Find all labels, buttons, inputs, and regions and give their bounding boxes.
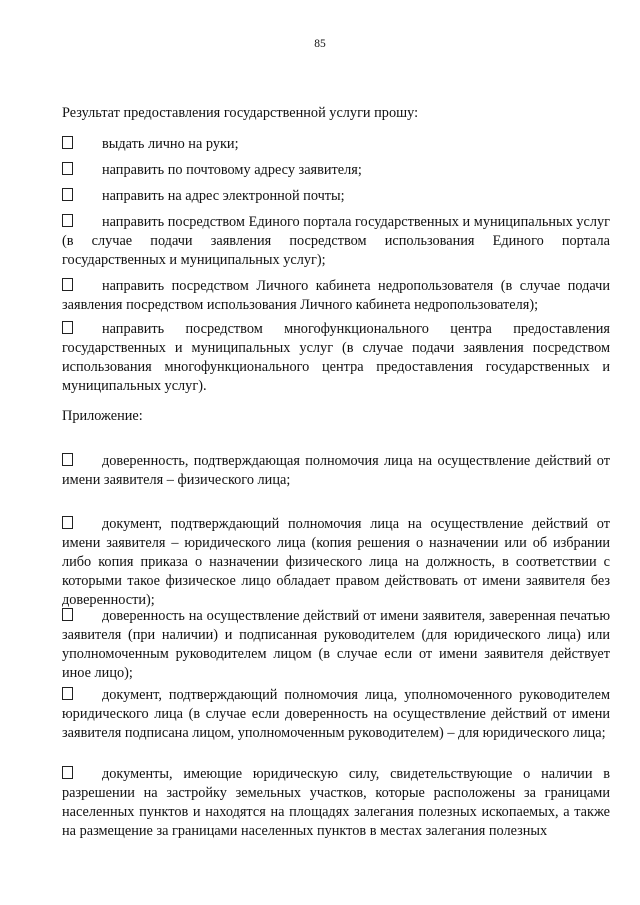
attachment-label: доверенность на осуществление действий от имени заявителя, заверенная печатью заявителя (при наличии) и подписанная руководителем (для юридического лица) или уполномоченным руководителем лицом (в случае если от имени заявителя действует иное лицо); <box>62 608 610 681</box>
checkbox[interactable] <box>62 136 73 149</box>
option-by-mail <box>62 161 610 180</box>
option-personal-cabinet <box>62 277 610 315</box>
result-intro: Результат предоставления государственной услуги прошу: <box>62 105 419 121</box>
option-label: направить по почтовому адресу заявителя; <box>102 162 362 178</box>
attachment-power-of-attorney-sealed <box>62 607 610 683</box>
attachment-label: документы, имеющие юридическую силу, свидетельствующие о наличии в разрешении на застройку земельных участков, которые расположены за границами населенных пунктов и находятся на площадях залегания полезных ископаемых, а также на размещение за границами населенных пунктов в местах залегания полезных <box>62 766 610 839</box>
checkbox[interactable] <box>62 516 73 529</box>
checkbox[interactable] <box>62 278 73 291</box>
option-label: направить посредством Личного кабинета недропользователя (в случае подачи заявления посредством использования Личного кабинета недропользователя); <box>62 278 610 313</box>
option-label: выдать лично на руки; <box>102 136 239 152</box>
checkbox[interactable] <box>62 687 73 700</box>
option-label: направить посредством многофункционального центра предоставления государственных и муниципальных услуг (в случае подачи заявления посредством использования многофункционального центра предоставления государственных и муниципальных услуг). <box>62 321 610 394</box>
attachment-label: доверенность, подтверждающая полномочия лица на осуществление действий от имени заявителя – физического лица; <box>62 453 610 488</box>
checkbox[interactable] <box>62 453 73 466</box>
page-number: 85 <box>314 38 326 50</box>
option-in-person <box>62 135 610 154</box>
option-label: направить на адрес электронной почты; <box>102 188 345 204</box>
option-unified-portal <box>62 213 610 270</box>
attachments-heading: Приложение: <box>62 408 143 424</box>
attachment-label: документ, подтверждающий полномочия лица на осуществление действий от имени заявителя – юридического лица (копия решения о назначении или об избрании либо копия приказа о назначении физического лица на должность, в соответствии с которыми такое физическое лицо обладает правом действовать от имени заявителя без доверенности); <box>62 516 610 608</box>
checkbox[interactable] <box>62 321 73 334</box>
checkbox[interactable] <box>62 162 73 175</box>
attachment-label: документ, подтверждающий полномочия лица, уполномоченного руководителем юридического лица (в случае если доверенность на осуществление действий от имени заявителя подписана лицом, уполномоченным руководителем) – для юридического лица; <box>62 687 610 741</box>
attachment-authority-document-legal <box>62 515 610 610</box>
checkbox[interactable] <box>62 214 73 227</box>
attachment-power-of-attorney-individual <box>62 452 610 490</box>
checkbox[interactable] <box>62 608 73 621</box>
checkbox[interactable] <box>62 188 73 201</box>
checkbox[interactable] <box>62 766 73 779</box>
option-email <box>62 187 610 206</box>
option-label: направить посредством Единого портала государственных и муниципальных услуг (в случае подачи заявления посредством использования Единого портала государственных и муниципальных услуг); <box>62 214 610 268</box>
attachment-legal-documents <box>62 765 610 841</box>
attachment-authorized-person-document <box>62 686 610 743</box>
option-mfc <box>62 320 610 396</box>
